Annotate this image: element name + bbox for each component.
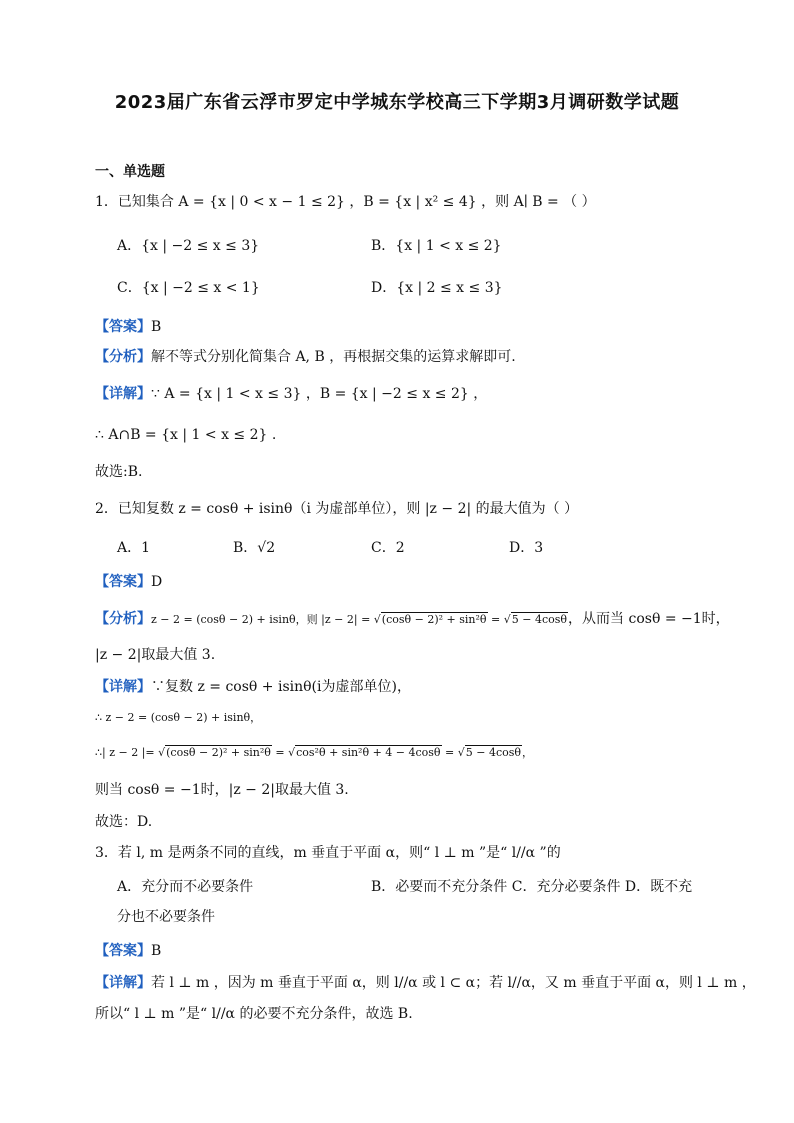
q2-analysis-cont: |z − 2|取最大值 3.	[95, 647, 216, 663]
q2-step2-root: 5 − 4cosθ	[465, 746, 522, 759]
q1-answer	[95, 317, 161, 337]
q3-option-bcd: B．必要而不充分条件 C．充分必要条件 D．既不充	[371, 879, 693, 895]
q2-step2-root: cos²θ + sin²θ + 4 − 4cosθ	[296, 746, 441, 759]
q3-option-d-wrap: 分也不必要条件	[117, 909, 215, 925]
q1-step: ∴ A∩B = {x | 1 < x ≤ 2} .	[95, 427, 277, 443]
q2-step2-part: ∴| z − 2 |=	[95, 746, 159, 759]
analysis-tag: 【分析】	[95, 349, 151, 365]
q1-stem: 1．已知集合 A = {x | 0 < x − 1 ≤ 2} ，B = {x | x² ≤ 4} ，则 A∣ B = （ ）	[95, 194, 596, 210]
section-heading: 一、单选题	[95, 164, 165, 180]
q2-conclusion: 故选：D.	[95, 814, 153, 830]
q2-analysis-root: 5 − 4cosθ	[511, 613, 568, 626]
q3-detail-cont: 所以“ l ⊥ m ”是“ l//α 的必要不充分条件，故选 B.	[95, 1006, 413, 1022]
q1-option-d: D．{x | 2 ≤ x ≤ 3}	[371, 280, 503, 296]
q1-option-a: A．{x | −2 ≤ x ≤ 3}	[117, 238, 260, 254]
q2-analysis-tail: ，从而当 cosθ = −1时，	[568, 611, 730, 627]
q3-detail-text: 若 l ⊥ m ，因为 m 垂直于平面 α，则 l//α 或 l ⊂ α；若 l//α，又 m 垂直于平面 α，则 l ⊥ m ，	[151, 975, 756, 991]
q3-stem: 3．若 l, m 是两条不同的直线，m 垂直于平面 α，则“ l ⊥ m ”是“ l//α ”的	[95, 845, 561, 861]
detail-tag: 【详解】	[95, 975, 151, 991]
q2-detail	[95, 677, 411, 697]
q1-option-b: B．{x | 1 < x ≤ 2}	[371, 238, 502, 254]
answer-tag: 【答案】	[95, 574, 151, 590]
q2-step2-end: ，	[522, 746, 534, 759]
q2-step2-eq: =	[271, 746, 289, 759]
q2-option-b: B．√2	[233, 540, 276, 556]
answer-tag: 【答案】	[95, 319, 151, 335]
q1-conclusion: 故选:B.	[95, 464, 143, 480]
q2-stem: 2．已知复数 z = cosθ + isinθ（i 为虚部单位），则 |z − 2| 的最大值为（ ）	[95, 501, 579, 517]
q2-analysis-root: (cosθ − 2)² + sin²θ	[381, 613, 487, 626]
q2-analysis-part: z − 2 = (cosθ − 2) + isinθ，则 |z − 2| =	[151, 613, 374, 626]
q2-answer	[95, 572, 162, 592]
analysis-tag: 【分析】	[95, 611, 151, 627]
q1-detail	[95, 384, 487, 404]
q2-option-d: D．3	[509, 540, 544, 556]
q2-step2-eq: =	[441, 746, 458, 759]
q1-detail-text: ∵ A = {x | 1 < x ≤ 3} ，B = {x | −2 ≤ x ≤ 2} ，	[151, 386, 488, 402]
q2-step1: ∴ z − 2 = (cosθ − 2) + isinθ，	[95, 711, 262, 724]
q2-answer-value: D	[151, 574, 163, 590]
q3-option-a: A．充分而不必要条件	[117, 879, 254, 895]
q2-analysis-text: z − 2 = (cosθ − 2) + isinθ，则 |z − 2| = √(cosθ − 2)² + sin²θ = √5 − 4cosθ	[151, 613, 568, 626]
q3-detail	[95, 973, 756, 993]
q2-option-c: C．2	[371, 540, 405, 556]
q2-detail-text: ∵复数 z = cosθ + isinθ(i为虚部单位)，	[151, 679, 411, 695]
q2-step3: 则当 cosθ = −1时，|z − 2|取最大值 3.	[95, 782, 349, 798]
q3-answer	[95, 941, 161, 961]
q2-option-a: A．1	[117, 540, 151, 556]
q2-step2: ∴| z − 2 |= √(cosθ − 2)² + sin²θ = √cos²θ + sin²θ + 4 − 4cosθ = √5 − 4cosθ，	[95, 746, 534, 759]
detail-tag: 【详解】	[95, 679, 151, 695]
q3-answer-value: B	[151, 943, 162, 959]
q2-analysis-eq: =	[487, 613, 504, 626]
answer-tag: 【答案】	[95, 943, 151, 959]
detail-tag: 【详解】	[95, 386, 151, 402]
q2-analysis	[95, 609, 730, 630]
q1-analysis-text: 解不等式分别化简集合 A, B ，再根据交集的运算求解即可.	[151, 349, 516, 365]
page-title: 2023届广东省云浮市罗定中学城东学校高三下学期3月调研数学试题	[114, 92, 680, 113]
q1-answer-value: B	[151, 319, 162, 335]
q1-analysis	[95, 347, 516, 367]
q2-step2-root: (cosθ − 2)² + sin²θ	[166, 746, 271, 759]
q1-option-c: C．{x | −2 ≤ x < 1}	[117, 280, 260, 296]
